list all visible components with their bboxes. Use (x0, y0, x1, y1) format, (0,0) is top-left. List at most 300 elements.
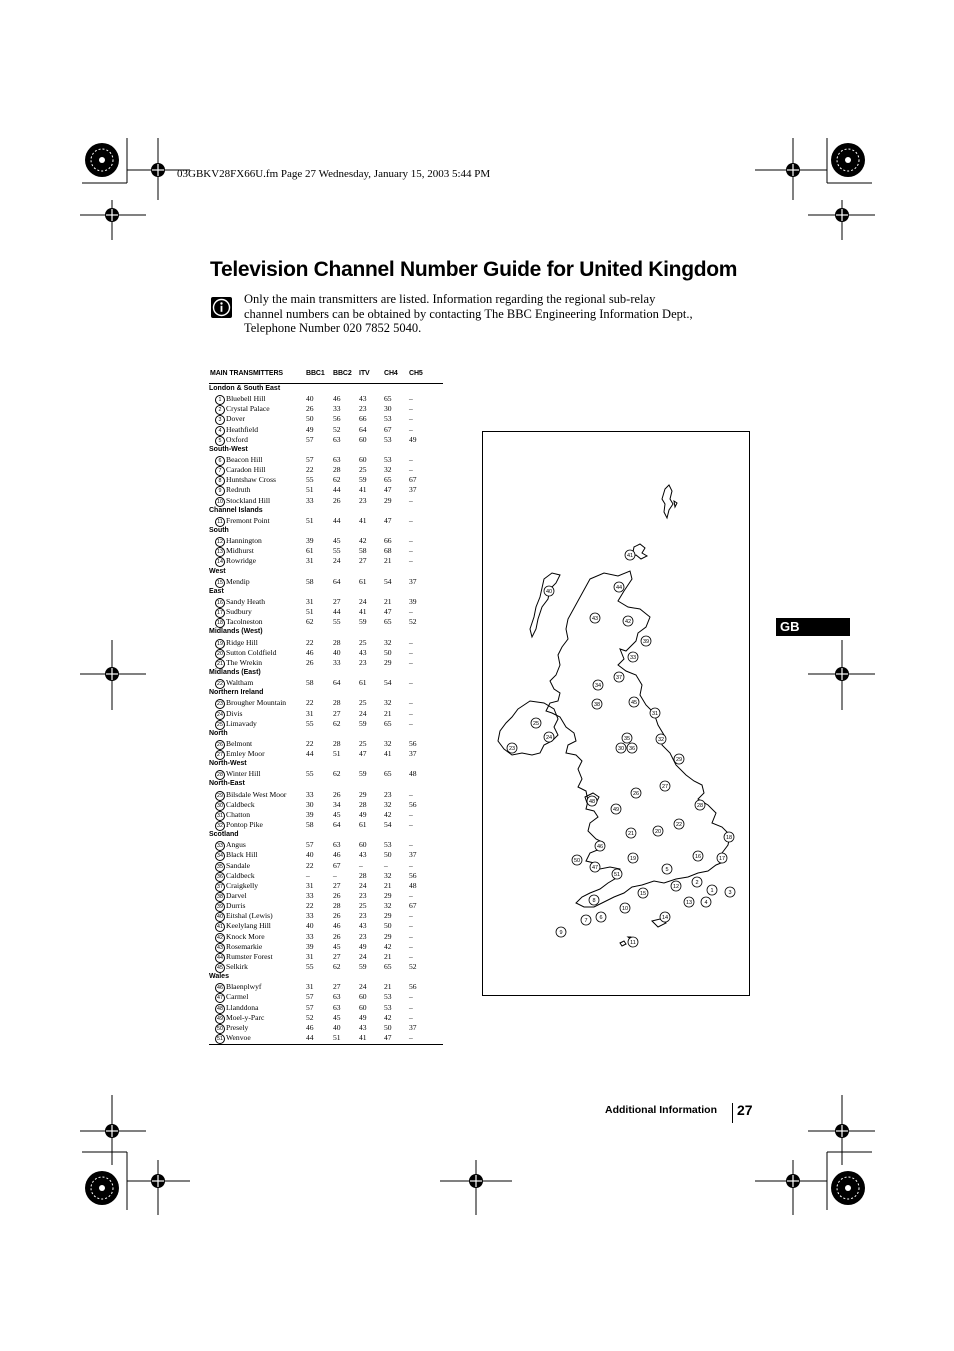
channel-cell: 52 (333, 424, 341, 434)
channel-cell: 25 (359, 637, 367, 647)
transmitter-number-badge: 32 (215, 821, 225, 831)
transmitter-name: 40 Eitshal (Lewis) (215, 911, 273, 922)
channel-cell: – (409, 718, 413, 728)
intro-line: channel numbers can be obtained by contacting The BBC Engineering Information Dept., (244, 306, 693, 321)
channel-cell: 26 (333, 931, 341, 941)
channel-cell: 43 (359, 394, 367, 404)
channel-cell: 32 (384, 738, 392, 748)
map-marker (628, 853, 638, 863)
channel-cell: 37 (409, 749, 417, 759)
column-header: CH5 (409, 370, 423, 377)
transmitter-number-badge: 18 (215, 618, 225, 628)
region-heading: Channel Islands (209, 506, 263, 514)
transmitter-number-badge: 41 (215, 922, 225, 932)
channel-cell: – (409, 931, 413, 941)
channel-cell: 23 (359, 495, 367, 505)
channel-cell: 59 (359, 718, 367, 728)
channel-cell: 46 (306, 1022, 314, 1032)
channel-cell: 59 (359, 962, 367, 972)
channel-cell: – (359, 860, 363, 870)
map-marker-label: 3 (728, 890, 732, 896)
table-row (209, 790, 443, 800)
channel-cell: 43 (359, 921, 367, 931)
channel-cell: 22 (306, 901, 314, 911)
map-marker-label: 33 (629, 655, 637, 661)
channel-cell: 46 (306, 647, 314, 657)
transmitter-name: 15 Mendip (215, 577, 250, 588)
channel-cell: 23 (384, 789, 392, 799)
transmitter-name: 38 Darvel (215, 891, 247, 902)
map-marker (614, 582, 624, 592)
map-marker (671, 881, 681, 891)
channel-cell: 62 (333, 769, 341, 779)
channel-cell: 41 (384, 749, 392, 759)
map-marker (592, 699, 602, 709)
channel-cell: 50 (384, 647, 392, 657)
transmitter-name: 5 Oxford (215, 435, 248, 446)
transmitter-name: 16 Sandy Heath (215, 597, 265, 608)
channel-cell: 62 (333, 718, 341, 728)
channel-cell: 60 (359, 1002, 367, 1012)
transmitter-number-badge: 19 (215, 639, 225, 649)
channel-cell: 49 (359, 809, 367, 819)
transmitter-number-badge: 35 (215, 862, 225, 872)
channel-cell: – (409, 1002, 413, 1012)
transmitter-name: 50 Presely (215, 1023, 248, 1034)
channel-cell: 21 (384, 708, 392, 718)
channel-cell: 63 (333, 1002, 341, 1012)
channel-cell: 53 (384, 992, 392, 1002)
transmitter-number-badge: 51 (215, 1034, 225, 1044)
channel-cell: 44 (333, 485, 341, 495)
map-marker-label: 8 (592, 898, 596, 904)
map-marker-label: 32 (657, 737, 665, 743)
channel-cell: – (409, 394, 413, 404)
channel-cell: 29 (359, 789, 367, 799)
map-marker-label: 49 (612, 807, 620, 813)
map-marker-label: 2 (695, 880, 699, 886)
channel-cell: 57 (306, 1002, 314, 1012)
channel-cell: – (409, 536, 413, 546)
channel-cell: 44 (333, 607, 341, 617)
transmitter-name: 42 Knock More (215, 932, 265, 943)
channel-cell: 26 (333, 891, 341, 901)
channel-cell: 42 (384, 809, 392, 819)
region-heading: West (209, 567, 226, 575)
channel-cell: – (409, 911, 413, 921)
channel-cell: 65 (384, 769, 392, 779)
transmitter-number-badge: 43 (215, 943, 225, 953)
channel-cell: – (306, 870, 310, 880)
transmitter-name: 46 Blaenplwyf (215, 982, 261, 993)
channel-cell: 55 (306, 769, 314, 779)
map-marker-label: 18 (725, 835, 733, 841)
channel-cell: 39 (306, 809, 314, 819)
channel-cell: 23 (359, 891, 367, 901)
transmitter-number-badge: 15 (215, 578, 225, 588)
table-row (209, 607, 443, 617)
footer-divider (732, 1103, 733, 1123)
map-marker (701, 897, 711, 907)
map-marker-label: 22 (675, 822, 683, 828)
channel-cell: 49 (409, 434, 417, 444)
map-marker (589, 895, 599, 905)
table-row (209, 546, 443, 556)
table-row (209, 455, 443, 465)
channel-cell: 48 (409, 880, 417, 890)
table-row (209, 952, 443, 962)
channel-cell: 55 (333, 617, 341, 627)
channel-cell: – (409, 495, 413, 505)
transmitter-name: 32 Pontop Pike (215, 820, 263, 831)
map-marker-label: 5 (665, 867, 669, 873)
transmitter-number-badge: 38 (215, 892, 225, 902)
channel-cell: 61 (359, 576, 367, 586)
channel-cell: – (409, 424, 413, 434)
channel-cell: 22 (306, 698, 314, 708)
transmitter-name: 13 Midhurst (215, 546, 254, 557)
channel-cell: 31 (306, 880, 314, 890)
channel-cell: 22 (306, 860, 314, 870)
transmitter-number-badge: 48 (215, 1004, 225, 1014)
map-marker (628, 937, 638, 947)
table-row (209, 709, 443, 719)
channel-cell: 41 (359, 607, 367, 617)
channel-cell: 39 (306, 536, 314, 546)
transmitter-number-badge: 7 (215, 466, 225, 476)
map-marker (707, 885, 717, 895)
transmitter-number-badge: 23 (215, 699, 225, 709)
map-marker-label: 36 (628, 746, 636, 752)
channel-cell: 33 (306, 495, 314, 505)
map-marker (581, 915, 591, 925)
intro-line: Only the main transmitters are listed. Information regarding the regional sub-relay (244, 292, 656, 306)
channel-cell: 64 (333, 678, 341, 688)
transmitter-number-badge: 24 (215, 710, 225, 720)
channel-cell: 43 (359, 647, 367, 657)
channel-cell: 56 (409, 870, 417, 880)
map-marker-label: 11 (630, 940, 636, 946)
channel-cell: 56 (333, 414, 341, 424)
transmitter-number-badge: 14 (215, 557, 225, 567)
channel-cell: 22 (306, 465, 314, 475)
channel-cell: 41 (359, 485, 367, 495)
channel-cell: 33 (333, 404, 341, 414)
channel-cell: 31 (306, 951, 314, 961)
table-row (209, 921, 443, 931)
channel-cell: 28 (333, 637, 341, 647)
transmitter-number-badge: 33 (215, 841, 225, 851)
region-heading: Midlands (West) (209, 628, 263, 636)
map-marker (660, 912, 670, 922)
channel-cell: 37 (409, 850, 417, 860)
map-marker (631, 788, 641, 798)
map-marker-label: 48 (588, 799, 596, 805)
channel-cell: 21 (384, 596, 392, 606)
transmitter-number-badge: 6 (215, 456, 225, 466)
table-row (209, 404, 443, 414)
transmitter-number-badge: 34 (215, 851, 225, 861)
channel-cell: 64 (333, 576, 341, 586)
channel-cell: 44 (306, 749, 314, 759)
channel-cell: 51 (306, 485, 314, 495)
map-marker-label: 31 (651, 711, 659, 717)
channel-cell: 47 (384, 515, 392, 525)
channel-cell: 49 (306, 424, 314, 434)
channel-cell: – (409, 657, 413, 667)
map-marker-label: 9 (559, 930, 563, 936)
region-heading: Northern Ireland (209, 689, 264, 697)
column-header: CH4 (384, 370, 398, 377)
channel-cell: 41 (359, 515, 367, 525)
table-row (209, 820, 443, 830)
map-marker-label: 44 (615, 585, 623, 591)
hebrides-outline (530, 573, 560, 637)
transmitter-number-badge: 2 (215, 405, 225, 415)
channel-cell: 48 (409, 769, 417, 779)
table-row (209, 982, 443, 992)
channel-cell: – (409, 404, 413, 414)
transmitter-number-badge: 29 (215, 791, 225, 801)
table-row (209, 516, 443, 526)
map-marker-label: 12 (672, 884, 680, 890)
map-marker-label: 43 (591, 616, 599, 622)
channel-cell: – (333, 870, 337, 880)
channel-cell: – (409, 992, 413, 1002)
channel-cell: 43 (359, 1022, 367, 1032)
channel-cell: 52 (409, 962, 417, 972)
region-heading: North-East (209, 780, 245, 788)
channel-cell: 62 (306, 617, 314, 627)
channel-cell: 24 (359, 982, 367, 992)
table-row (209, 425, 443, 435)
channel-cell: – (409, 951, 413, 961)
channel-cell: – (384, 860, 388, 870)
map-marker (660, 781, 670, 791)
column-header: ITV (359, 370, 370, 377)
channel-cell: 29 (384, 891, 392, 901)
transmitter-number-badge: 36 (215, 872, 225, 882)
map-marker (593, 680, 603, 690)
map-marker (724, 832, 734, 842)
channel-cell: 60 (359, 454, 367, 464)
channel-cell: – (409, 708, 413, 718)
map-marker (614, 672, 624, 682)
transmitter-name: 31 Chatton (215, 810, 250, 821)
table-row (209, 678, 443, 688)
table-row (209, 536, 443, 546)
channel-cell: 29 (384, 657, 392, 667)
channel-cell: 63 (333, 434, 341, 444)
channel-cell: 33 (306, 789, 314, 799)
country-tab: GB (776, 618, 850, 636)
channel-cell: 39 (306, 941, 314, 951)
table-row (209, 962, 443, 972)
transmitter-number-badge: 25 (215, 720, 225, 730)
table-row (209, 435, 443, 445)
channel-cell: 47 (384, 607, 392, 617)
map-marker-label: 19 (629, 856, 637, 862)
channel-cell: 32 (384, 870, 392, 880)
channel-cell: 39 (409, 596, 417, 606)
channel-cell: 45 (333, 536, 341, 546)
channel-cell: – (409, 1012, 413, 1022)
map-marker (692, 877, 702, 887)
table-row (209, 556, 443, 566)
map-marker (662, 864, 672, 874)
table-row (209, 861, 443, 871)
channel-cell: – (409, 941, 413, 951)
channel-cell: 53 (384, 454, 392, 464)
transmitter-name: 21 The Wrekin (215, 658, 262, 669)
transmitter-number-badge: 37 (215, 882, 225, 892)
column-header: MAIN TRANSMITTERS (210, 370, 283, 377)
map-marker (650, 708, 660, 718)
channel-cell: 42 (359, 536, 367, 546)
channel-cell: 31 (306, 982, 314, 992)
table-row (209, 475, 443, 485)
transmitter-name: 25 Limavady (215, 719, 257, 730)
transmitter-name: 6 Beacon Hill (215, 455, 262, 466)
transmitter-name: 43 Rosemarkie (215, 942, 262, 953)
channel-cell: – (409, 1033, 413, 1042)
map-marker (629, 697, 639, 707)
transmitter-number-badge: 31 (215, 811, 225, 821)
transmitter-number-badge: 13 (215, 547, 225, 557)
channel-cell: 45 (333, 809, 341, 819)
map-marker-label: 25 (532, 721, 540, 727)
map-marker (693, 851, 703, 861)
channel-cell: – (409, 860, 413, 870)
uk-transmitter-map (482, 431, 750, 996)
channel-cell: 26 (333, 911, 341, 921)
table-header (209, 370, 443, 384)
transmitter-number-badge: 12 (215, 537, 225, 547)
table-row (209, 992, 443, 1002)
transmitter-number-badge: 17 (215, 608, 225, 618)
channel-cell: – (409, 698, 413, 708)
table-row (209, 617, 443, 627)
map-marker-label: 27 (661, 784, 669, 790)
map-marker-label: 34 (594, 683, 602, 689)
channel-cell: 57 (306, 840, 314, 850)
channel-cell: 28 (359, 799, 367, 809)
transmitter-name: 33 Angus (215, 840, 246, 851)
channel-cell: 56 (409, 982, 417, 992)
map-marker-label: 51 (613, 872, 621, 878)
map-marker-label: 38 (593, 702, 601, 708)
map-marker (625, 550, 635, 560)
channel-cell: 34 (333, 799, 341, 809)
channel-cell: 37 (409, 576, 417, 586)
map-marker (717, 853, 727, 863)
channel-cell: 55 (306, 718, 314, 728)
channel-cell: 27 (359, 556, 367, 566)
channel-cell: 46 (333, 394, 341, 404)
channel-cell: 42 (384, 1012, 392, 1022)
transmitter-name: 35 Sandale (215, 861, 250, 872)
transmitter-name: 14 Rowridge (215, 556, 256, 567)
transmitter-name: 34 Black Hill (215, 850, 257, 861)
channel-cell: 32 (384, 465, 392, 475)
channel-cell: 53 (384, 414, 392, 424)
transmitter-name: 1 Bluebell Hill (215, 394, 265, 405)
map-marker-label: 16 (694, 854, 702, 860)
channel-cell: 28 (333, 698, 341, 708)
table-row (209, 648, 443, 658)
channel-cell: 63 (333, 840, 341, 850)
channel-cell: 60 (359, 840, 367, 850)
channel-cell: 25 (359, 465, 367, 475)
channel-cell: – (409, 556, 413, 566)
channel-cell: 60 (359, 434, 367, 444)
channel-cell: 61 (359, 678, 367, 688)
map-marker (638, 888, 648, 898)
map-marker (531, 718, 541, 728)
channel-cell: – (409, 789, 413, 799)
channel-cell: 58 (359, 546, 367, 556)
channel-cell: 55 (333, 546, 341, 556)
transmitter-number-badge: 40 (215, 912, 225, 922)
map-marker-label: 42 (624, 619, 632, 625)
table-row (209, 658, 443, 668)
channel-cell: 31 (306, 556, 314, 566)
channel-cell: 62 (333, 962, 341, 972)
channel-cell: 58 (306, 576, 314, 586)
transmitter-name: 22 Waltham (215, 678, 253, 689)
region-heading: London & South East (209, 385, 281, 392)
table-row (209, 1013, 443, 1023)
transmitter-number-badge: 20 (215, 649, 225, 659)
channel-cell: 51 (306, 515, 314, 525)
table-row (209, 597, 443, 607)
transmitter-number-badge: 21 (215, 659, 225, 669)
map-marker-label: 41 (626, 553, 634, 559)
channel-cell: 51 (333, 749, 341, 759)
transmitter-name: 11 Fremont Point (215, 516, 270, 527)
map-marker-label: 15 (639, 891, 647, 897)
table-row (209, 911, 443, 921)
channel-cell: 61 (359, 820, 367, 830)
transmitter-name: 51 Wenvoe (215, 1033, 251, 1044)
channel-cell: 52 (306, 1012, 314, 1022)
channel-cell: 49 (359, 1012, 367, 1022)
channel-cell: 51 (333, 1033, 341, 1042)
channel-cell: 49 (359, 941, 367, 951)
transmitter-name: 18 Tacolneston (215, 617, 263, 628)
table-row (209, 719, 443, 729)
transmitter-name: 23 Brougher Mountain (215, 698, 286, 709)
transmitter-number-badge: 30 (215, 801, 225, 811)
map-marker (572, 855, 582, 865)
table-row (209, 465, 443, 475)
channel-cell: – (409, 840, 413, 850)
channel-cell: 21 (384, 982, 392, 992)
transmitter-number-badge: 27 (215, 750, 225, 760)
channel-cell: 21 (384, 556, 392, 566)
transmitter-number-badge: 5 (215, 436, 225, 446)
map-marker (544, 586, 554, 596)
channel-cell: 27 (333, 596, 341, 606)
map-marker (556, 927, 566, 937)
table-row (209, 932, 443, 942)
table-row (209, 901, 443, 911)
channel-cell: 50 (384, 1022, 392, 1032)
transmitter-number-badge: 9 (215, 486, 225, 496)
channel-cell: 21 (384, 880, 392, 890)
map-marker-label: 4 (704, 900, 708, 906)
channel-cell: 64 (333, 820, 341, 830)
